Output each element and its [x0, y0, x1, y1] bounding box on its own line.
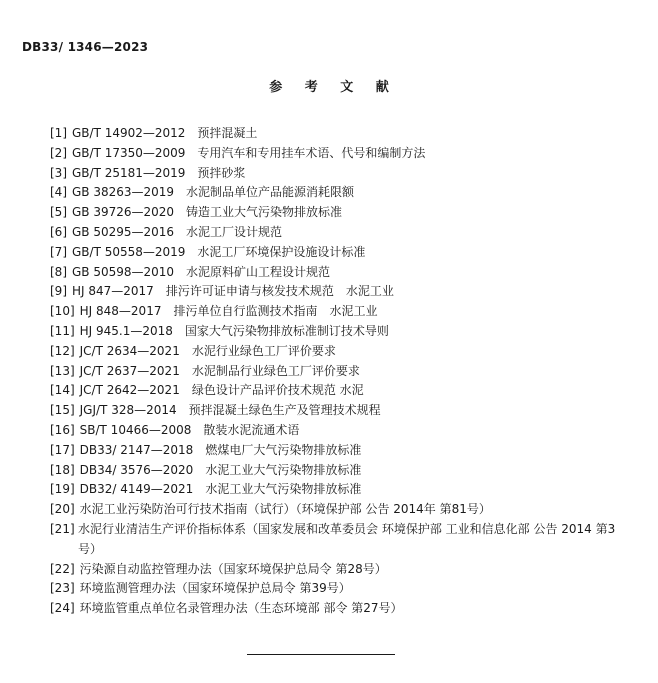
reference-number: [22] [50, 561, 75, 576]
reference-text: GB 38263—2019 水泥制品单位产品能源消耗限额 [72, 185, 355, 200]
reference-number: [23] [50, 581, 75, 596]
reference-number: [3] [50, 165, 67, 180]
reference-number: [13] [50, 363, 75, 378]
reference-item [50, 520, 630, 560]
reference-item [50, 500, 630, 520]
reference-item [50, 302, 630, 322]
reference-number: [8] [50, 264, 67, 279]
document-code: DB33/ 1346—2023 [22, 40, 149, 54]
reference-text: JC/T 2634—2021 水泥行业绿色工厂评价要求 [79, 343, 336, 358]
reference-text: JC/T 2642—2021 绿色设计产品评价技术规范 水泥 [79, 383, 364, 398]
reference-text: GB 50295—2016 水泥工厂设计规范 [72, 224, 283, 239]
reference-item [50, 461, 630, 481]
reference-item [50, 480, 630, 500]
reference-item [50, 401, 630, 421]
reference-text: JC/T 2637—2021 水泥制品行业绿色工厂评价要求 [79, 363, 360, 378]
reference-item [50, 282, 630, 302]
reference-number: [17] [50, 442, 75, 457]
reference-item [50, 322, 630, 342]
reference-number: [15] [50, 403, 75, 418]
reference-text: 水泥行业清洁生产评价指标体系（国家发展和改革委员会 环境保护部 工业和信息化部 公告 2014 第3号） [78, 521, 616, 556]
reference-text: HJ 945.1—2018 国家大气污染物排放标准制订技术导则 [79, 323, 389, 338]
reference-item [50, 599, 630, 619]
reference-text: GB/T 50558—2019 水泥工厂环境保护设施设计标准 [72, 244, 366, 259]
reference-number: [9] [50, 284, 67, 299]
reference-item [50, 263, 630, 283]
reference-text: HJ 848—2017 排污单位自行监测技术指南 水泥工业 [79, 304, 378, 319]
reference-item [50, 381, 630, 401]
reference-number: [11] [50, 323, 75, 338]
reference-text: SB/T 10466—2008 散装水泥流通术语 [79, 422, 300, 437]
reference-text: 环境监管重点单位名录管理办法（生态环境部 部令 第27号） [79, 601, 403, 616]
end-divider [247, 654, 395, 655]
reference-number: [5] [50, 205, 67, 220]
reference-item [50, 144, 630, 164]
reference-number: [12] [50, 343, 75, 358]
reference-item [50, 183, 630, 203]
reference-text: GB 50598—2010 水泥原料矿山工程设计规范 [72, 264, 331, 279]
reference-text: 水泥工业污染防治可行技术指南（试行）（环境保护部 公告 2014年 第81号） [79, 502, 491, 517]
reference-item [50, 579, 630, 599]
reference-number: [6] [50, 224, 67, 239]
reference-text: GB/T 14902—2012 预拌混凝土 [72, 126, 258, 140]
reference-item [50, 560, 630, 580]
reference-number: [20] [50, 502, 75, 517]
reference-text: JGJ/T 328—2014 预拌混凝土绿色生产及管理技术规程 [79, 403, 381, 418]
reference-number: [19] [50, 482, 75, 497]
reference-text: DB32/ 4149—2021 水泥工业大气污染物排放标准 [79, 482, 362, 497]
reference-text: DB34/ 3576—2020 水泥工业大气污染物排放标准 [79, 462, 362, 477]
reference-text: DB33/ 2147—2018 燃煤电厂大气污染物排放标准 [79, 442, 362, 457]
reference-item [50, 441, 630, 461]
reference-number: [1] [50, 126, 67, 140]
reference-text: 污染源自动监控管理办法（国家环境保护总局令 第28号） [79, 561, 387, 576]
reference-number: [4] [50, 185, 67, 200]
reference-list [50, 124, 630, 619]
reference-item [50, 203, 630, 223]
page-title: 参 考 文 献 [269, 80, 398, 95]
reference-text: GB/T 17350—2009 专用汽车和专用挂车术语、代号和编制方法 [72, 145, 426, 160]
reference-number: [21] [50, 521, 75, 536]
reference-text: GB 39726—2020 铸造工业大气污染物排放标准 [72, 205, 343, 220]
reference-text: GB/T 25181—2019 预拌砂浆 [72, 165, 246, 180]
reference-item [50, 243, 630, 263]
reference-item [50, 421, 630, 441]
reference-number: [24] [50, 601, 75, 616]
reference-text: HJ 847—2017 排污许可证申请与核发技术规范 水泥工业 [72, 284, 394, 299]
reference-number: [2] [50, 145, 67, 160]
reference-number: [14] [50, 383, 75, 398]
reference-item [50, 342, 630, 362]
reference-item [50, 164, 630, 184]
reference-item [50, 362, 630, 382]
reference-number: [7] [50, 244, 67, 259]
reference-number: [16] [50, 422, 75, 437]
reference-item [50, 124, 630, 144]
reference-number: [10] [50, 304, 75, 319]
reference-text: 环境监测管理办法（国家环境保护总局令 第39号） [79, 581, 351, 596]
reference-item [50, 223, 630, 243]
reference-number: [18] [50, 462, 75, 477]
